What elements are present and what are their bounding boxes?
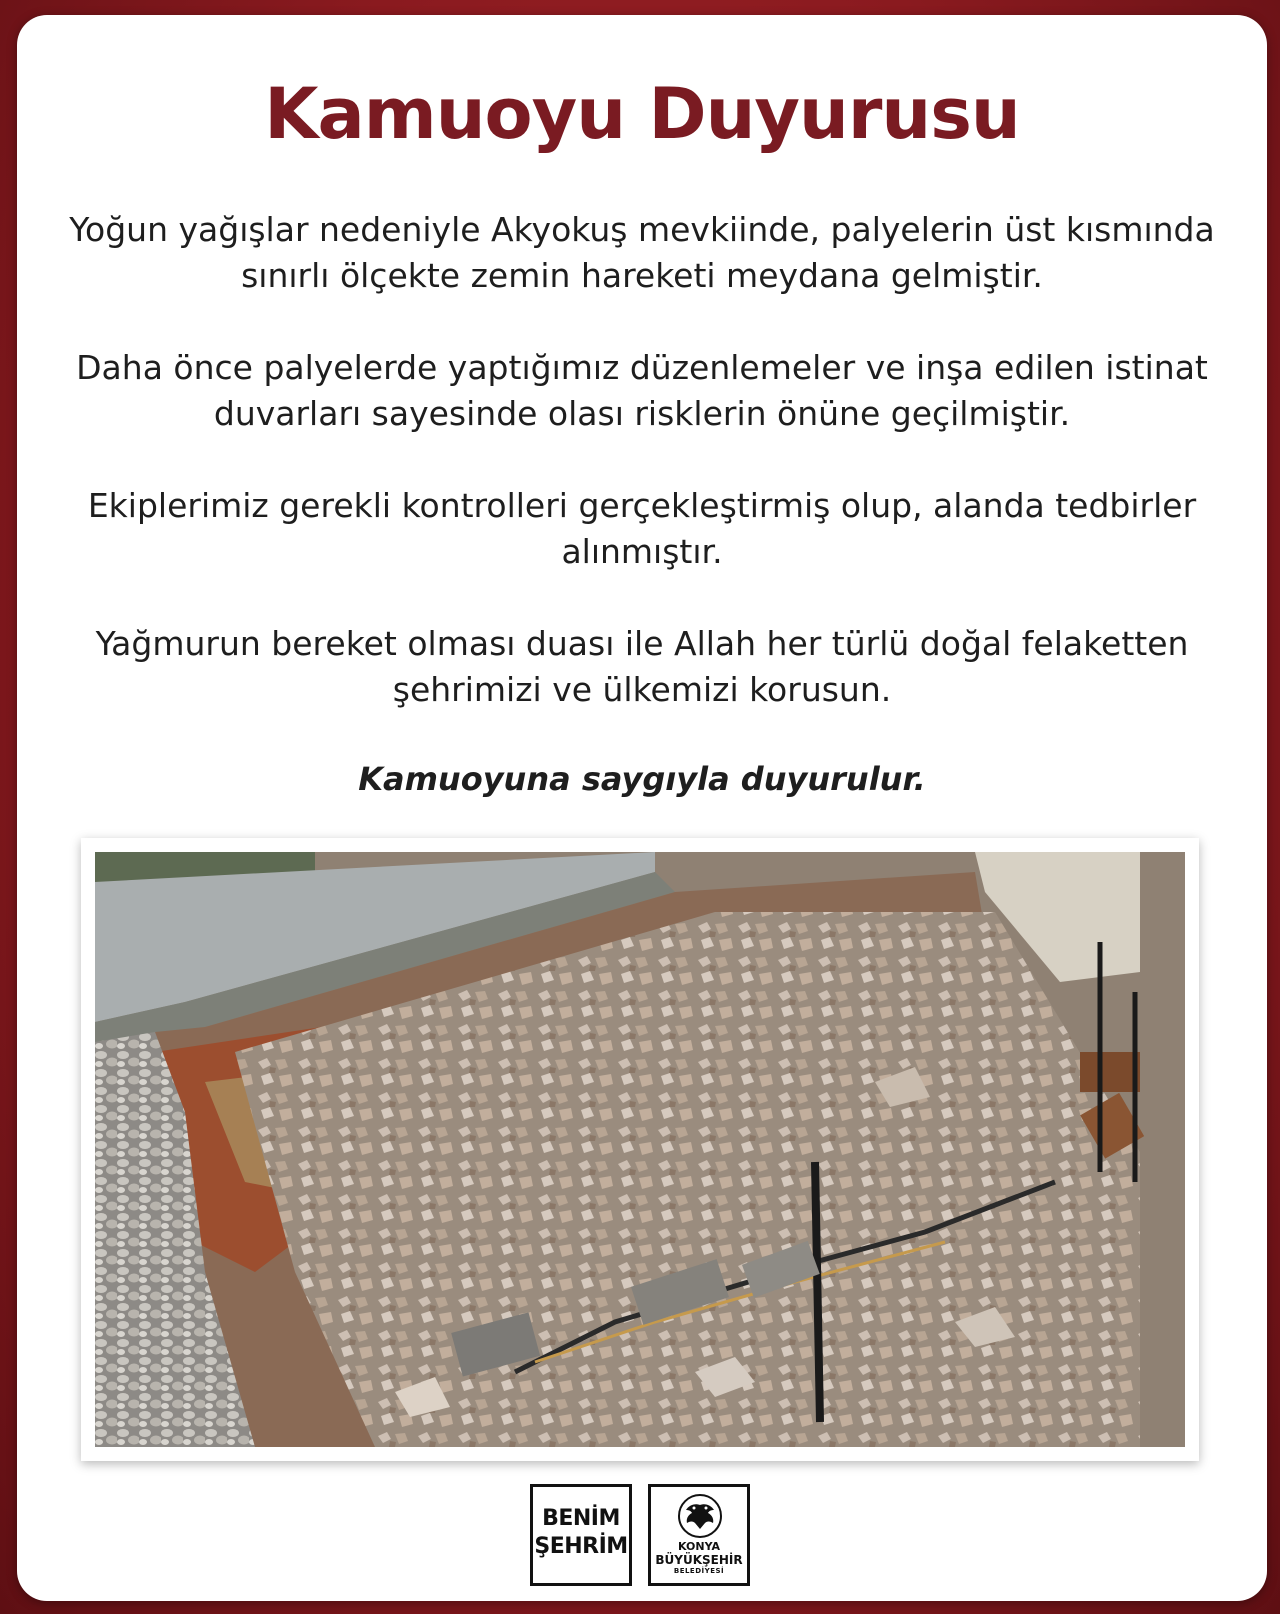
landslide-photo <box>95 852 1185 1447</box>
landslide-photo-frame <box>81 838 1199 1461</box>
benim-logo-line2: ŞEHRİM <box>534 1534 628 1559</box>
konya-logo-line3: BELEDİYESİ <box>673 1567 725 1575</box>
announcement-card <box>17 15 1267 1601</box>
paragraph-prayer: Yağmurun bereket olması duası ile Allah her türlü doğal felaketten şehrimizi ve ülkemizi korusun. <box>95 624 1189 709</box>
benim-logo-line1: BENİM <box>542 1506 620 1531</box>
page-title: Kamuoyu Duyurusu <box>264 73 1020 155</box>
konya-logo-line1: KONYA <box>677 1540 720 1553</box>
konya-logo-line2: BÜYÜKŞEHİR <box>655 1553 743 1567</box>
paragraph-ground-movement: Yoğun yağışlar nedeniyle Akyokuş mevkiinde, palyelerin üst kısmında sınırlı ölçekte zemin hareketi meydana gelmiştir. <box>69 210 1215 295</box>
paragraph-retaining-walls: Daha önce palyelerde yaptığımız düzenlemeler ve inşa edilen istinat duvarları sayesinde olası risklerin önüne geçilmiştir. <box>76 348 1208 433</box>
double-headed-eagle-icon <box>677 1493 723 1539</box>
konya-buyuksehir-logo <box>648 1484 750 1586</box>
logo-row <box>17 1484 1267 1592</box>
closing-line: Kamuoyuna saygıyla duyurulur. <box>358 760 926 798</box>
benim-sehrim-logo <box>530 1484 632 1586</box>
paragraph-team-checks: Ekiplerimiz gerekli kontrolleri gerçekleştirmiş olup, alanda tedbirler alınmıştır. <box>87 486 1197 571</box>
